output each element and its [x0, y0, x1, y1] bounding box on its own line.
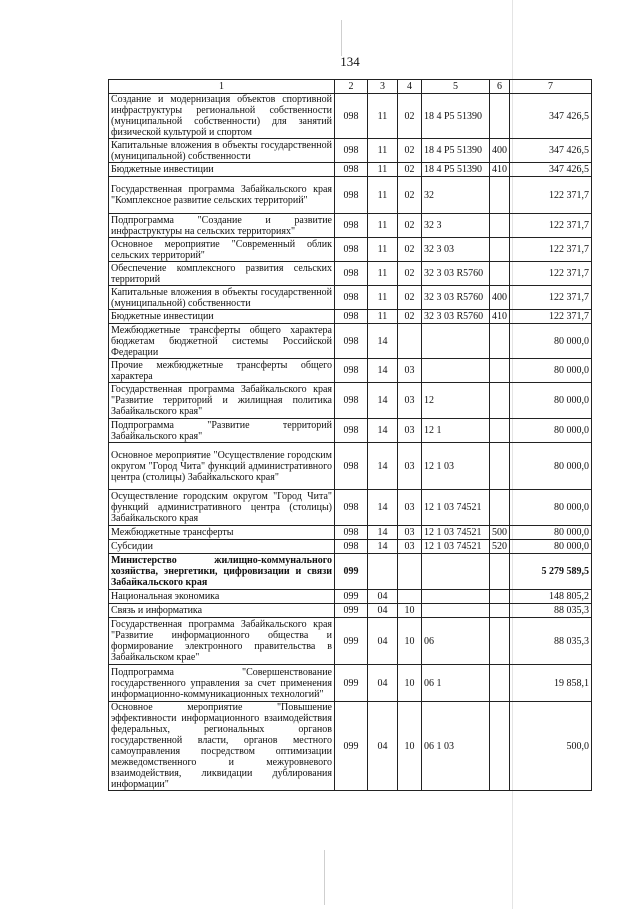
cell-amount: 80 000,0 [510, 443, 592, 490]
cell-target-article: 32 3 03 R5760 [422, 262, 490, 286]
cell-ministry: 098 [335, 540, 368, 554]
cell-section: 11 [368, 177, 398, 214]
cell-ministry: 098 [335, 139, 368, 163]
cell-target-article: 12 1 03 74521 [422, 526, 490, 540]
row-name: Государственная программа Забайкальского края "Развитие информационного общества и формирование электронного правительства в Забайкальском крае" [109, 618, 335, 665]
cell-target-article: 32 3 03 R5760 [422, 310, 490, 324]
cell-expense-type [490, 238, 510, 262]
cell-amount: 347 426,5 [510, 94, 592, 139]
table-row [109, 238, 592, 262]
cell-expense-type: 410 [490, 310, 510, 324]
cell-ministry: 098 [335, 526, 368, 540]
row-name: Бюджетные инвестиции [109, 163, 335, 177]
cell-subsection [398, 554, 422, 590]
row-name: Межбюджетные трансферты общего характера бюджетам бюджетной системы Российской Федерации [109, 324, 335, 359]
cell-amount: 80 000,0 [510, 526, 592, 540]
cell-section: 04 [368, 702, 398, 791]
cell-subsection: 03 [398, 443, 422, 490]
table-row [109, 419, 592, 443]
cell-ministry: 098 [335, 214, 368, 238]
table-row [109, 177, 592, 214]
cell-expense-type [490, 618, 510, 665]
row-name: Бюджетные инвестиции [109, 310, 335, 324]
cell-target-article: 32 3 [422, 214, 490, 238]
cell-expense-type [490, 604, 510, 618]
cell-expense-type: 410 [490, 163, 510, 177]
cell-amount: 500,0 [510, 702, 592, 791]
cell-expense-type: 500 [490, 526, 510, 540]
cell-subsection: 03 [398, 359, 422, 383]
row-name: Национальная экономика [109, 590, 335, 604]
cell-expense-type [490, 383, 510, 419]
cell-subsection: 10 [398, 618, 422, 665]
cell-expense-type [490, 177, 510, 214]
cell-target-article: 12 1 03 74521 [422, 540, 490, 554]
cell-section: 14 [368, 526, 398, 540]
row-name: Подпрограмма "Развитие территорий Забайкальского края" [109, 419, 335, 443]
cell-target-article: 12 1 [422, 419, 490, 443]
cell-amount: 122 371,7 [510, 262, 592, 286]
cell-amount: 80 000,0 [510, 359, 592, 383]
cell-section: 11 [368, 262, 398, 286]
cell-expense-type [490, 443, 510, 490]
cell-expense-type [490, 490, 510, 526]
table-row [109, 139, 592, 163]
cell-section: 14 [368, 443, 398, 490]
cell-subsection: 03 [398, 419, 422, 443]
row-name: Капитальные вложения в объекты государственной (муниципальной) собственности [109, 139, 335, 163]
cell-expense-type [490, 419, 510, 443]
cell-subsection: 02 [398, 262, 422, 286]
cell-expense-type: 400 [490, 286, 510, 310]
cell-expense-type [490, 665, 510, 702]
cell-amount: 80 000,0 [510, 383, 592, 419]
row-name: Осуществление городским округом "Город Чита" функций административного центра (столицы) Забайкальского края [109, 490, 335, 526]
cell-subsection: 03 [398, 526, 422, 540]
cell-ministry: 098 [335, 383, 368, 419]
cell-expense-type [490, 214, 510, 238]
cell-target-article: 06 [422, 618, 490, 665]
page-number: 134 [340, 54, 360, 69]
row-name: Основное мероприятие "Осуществление городским округом "Город Чита" функций административного центра (столицы) Забайкальского края" [109, 443, 335, 490]
cell-ministry: 099 [335, 590, 368, 604]
row-name: Подпрограмма "Создание и развитие инфраструктуры на сельских территориях" [109, 214, 335, 238]
row-name: Государственная программа Забайкальского края "Развитие территорий и жилищная политика Забайкальского края" [109, 383, 335, 419]
cell-subsection: 10 [398, 702, 422, 791]
cell-amount: 122 371,7 [510, 177, 592, 214]
cell-section: 11 [368, 94, 398, 139]
header-cell: 7 [510, 80, 592, 94]
cell-subsection: 03 [398, 540, 422, 554]
cell-target-article: 06 1 03 [422, 702, 490, 791]
cell-subsection [398, 324, 422, 359]
cell-target-article: 18 4 P5 51390 [422, 163, 490, 177]
cell-ministry: 098 [335, 419, 368, 443]
cell-target-article [422, 604, 490, 618]
row-name: Субсидии [109, 540, 335, 554]
table-row [109, 310, 592, 324]
cell-expense-type [490, 94, 510, 139]
cell-ministry: 098 [335, 177, 368, 214]
cell-expense-type [490, 262, 510, 286]
cell-ministry: 098 [335, 443, 368, 490]
row-name: Создание и модернизация объектов спортивной инфраструктуры региональной собственности (муниципальной собственности) для занятий физической культурой и спортом [109, 94, 335, 139]
cell-target-article [422, 590, 490, 604]
cell-target-article [422, 554, 490, 590]
row-name: Министерство жилищно-коммунального хозяйства, энергетики, цифровизации и связи Забайкальского края [109, 554, 335, 590]
cell-subsection: 10 [398, 665, 422, 702]
cell-amount: 88 035,3 [510, 618, 592, 665]
cell-ministry: 098 [335, 238, 368, 262]
cell-section: 11 [368, 310, 398, 324]
cell-target-article: 12 1 03 74521 [422, 490, 490, 526]
table-row [109, 214, 592, 238]
cell-section [368, 554, 398, 590]
cell-subsection: 02 [398, 139, 422, 163]
cell-subsection [398, 590, 422, 604]
cell-amount: 88 035,3 [510, 604, 592, 618]
cell-amount: 148 805,2 [510, 590, 592, 604]
cell-section: 14 [368, 359, 398, 383]
header-cell: 1 [109, 80, 335, 94]
cell-amount: 5 279 589,5 [510, 554, 592, 590]
cell-subsection: 02 [398, 94, 422, 139]
cell-subsection: 03 [398, 490, 422, 526]
cell-target-article: 32 [422, 177, 490, 214]
cell-section: 14 [368, 383, 398, 419]
cell-amount: 80 000,0 [510, 540, 592, 554]
cell-section: 04 [368, 604, 398, 618]
cell-subsection: 02 [398, 163, 422, 177]
cell-section: 04 [368, 590, 398, 604]
table-row [109, 324, 592, 359]
row-name: Основное мероприятие "Современный облик сельских территорий" [109, 238, 335, 262]
cell-amount: 122 371,7 [510, 286, 592, 310]
cell-section: 04 [368, 618, 398, 665]
cell-expense-type [490, 702, 510, 791]
cell-amount: 80 000,0 [510, 324, 592, 359]
cell-target-article: 18 4 P5 51390 [422, 139, 490, 163]
table-row [109, 443, 592, 490]
cell-target-article: 32 3 03 [422, 238, 490, 262]
cell-subsection: 02 [398, 286, 422, 310]
budget-table [108, 79, 592, 791]
cell-target-article: 06 1 [422, 665, 490, 702]
row-name: Основное мероприятие "Повышение эффективности информационного взаимодействия федеральных, региональных органов государственной власти, органов местного самоуправления посредством оптимизации межведомственного и межуровневого взаимодействия, ликвидации дублирования информации" [109, 702, 335, 791]
cell-section: 14 [368, 419, 398, 443]
cell-subsection: 03 [398, 383, 422, 419]
table-row [109, 665, 592, 702]
table-row [109, 526, 592, 540]
fold-line-top [341, 20, 342, 56]
table-row [109, 604, 592, 618]
cell-ministry: 098 [335, 163, 368, 177]
cell-ministry: 099 [335, 618, 368, 665]
cell-ministry: 099 [335, 604, 368, 618]
cell-amount: 19 858,1 [510, 665, 592, 702]
cell-section: 11 [368, 286, 398, 310]
row-name: Обеспечение комплексного развития сельских территорий [109, 262, 335, 286]
header-cell: 6 [490, 80, 510, 94]
cell-expense-type [490, 359, 510, 383]
table-row [109, 163, 592, 177]
cell-target-article: 12 1 03 [422, 443, 490, 490]
cell-amount: 122 371,7 [510, 214, 592, 238]
cell-ministry: 098 [335, 262, 368, 286]
table-row [109, 286, 592, 310]
table-row [109, 540, 592, 554]
cell-target-article: 12 [422, 383, 490, 419]
header-row [109, 80, 592, 94]
cell-ministry: 098 [335, 310, 368, 324]
cell-ministry: 099 [335, 702, 368, 791]
cell-section: 11 [368, 238, 398, 262]
table-row [109, 702, 592, 791]
cell-amount: 80 000,0 [510, 419, 592, 443]
header-cell: 5 [422, 80, 490, 94]
cell-subsection: 02 [398, 177, 422, 214]
cell-ministry: 098 [335, 490, 368, 526]
row-name: Прочие межбюджетные трансферты общего характера [109, 359, 335, 383]
row-name: Капитальные вложения в объекты государственной (муниципальной) собственности [109, 286, 335, 310]
cell-expense-type: 400 [490, 139, 510, 163]
cell-subsection: 10 [398, 604, 422, 618]
cell-ministry: 098 [335, 324, 368, 359]
cell-expense-type [490, 590, 510, 604]
table-row [109, 359, 592, 383]
cell-target-article: 32 3 03 R5760 [422, 286, 490, 310]
table-row [109, 554, 592, 590]
cell-section: 11 [368, 214, 398, 238]
cell-section: 11 [368, 163, 398, 177]
cell-amount: 122 371,7 [510, 238, 592, 262]
cell-section: 14 [368, 540, 398, 554]
row-name: Связь и информатика [109, 604, 335, 618]
cell-section: 14 [368, 490, 398, 526]
cell-ministry: 099 [335, 554, 368, 590]
table-row [109, 383, 592, 419]
cell-section: 11 [368, 139, 398, 163]
row-name: Государственная программа Забайкальского края "Комплексное развитие сельских территорий" [109, 177, 335, 214]
header-cell: 4 [398, 80, 422, 94]
cell-amount: 122 371,7 [510, 310, 592, 324]
header-cell: 3 [368, 80, 398, 94]
cell-subsection: 02 [398, 310, 422, 324]
cell-amount: 80 000,0 [510, 490, 592, 526]
cell-target-article [422, 359, 490, 383]
cell-amount: 347 426,5 [510, 139, 592, 163]
cell-section: 14 [368, 324, 398, 359]
cell-expense-type: 520 [490, 540, 510, 554]
cell-section: 04 [368, 665, 398, 702]
table-row [109, 262, 592, 286]
cell-target-article: 18 4 P5 51390 [422, 94, 490, 139]
table-row [109, 618, 592, 665]
row-name: Межбюджетные трансферты [109, 526, 335, 540]
cell-expense-type [490, 324, 510, 359]
cell-subsection: 02 [398, 214, 422, 238]
cell-ministry: 098 [335, 94, 368, 139]
cell-target-article [422, 324, 490, 359]
cell-ministry: 099 [335, 665, 368, 702]
table-row [109, 490, 592, 526]
table-row [109, 590, 592, 604]
header-cell: 2 [335, 80, 368, 94]
cell-subsection: 02 [398, 238, 422, 262]
cell-ministry: 098 [335, 286, 368, 310]
cell-ministry: 098 [335, 359, 368, 383]
cell-expense-type [490, 554, 510, 590]
row-name: Подпрограмма "Совершенствование государственного управления за счет применения информационно-коммуникационных технологий" [109, 665, 335, 702]
cell-amount: 347 426,5 [510, 163, 592, 177]
fold-line-bottom [324, 850, 325, 905]
table-row [109, 94, 592, 139]
